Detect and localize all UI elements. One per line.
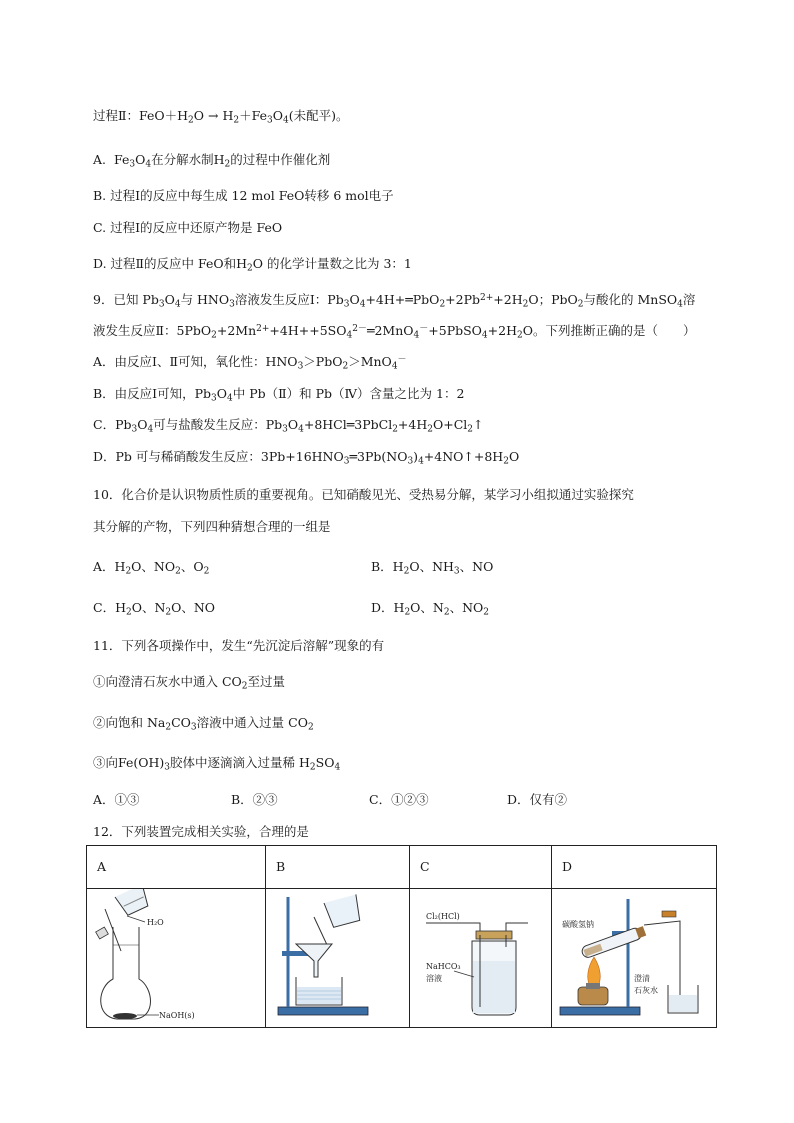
header-c: C bbox=[410, 846, 552, 889]
apparatus-c bbox=[410, 889, 552, 1028]
q9-stem-line1: 9．已知 $Pb_3O_4$与 $HNO_3$溶液发生反应Ⅰ：$Pb_3O_4+4H+═PbO_2+2Pb^{2+}+2H_2O$；PbO$_2$与酸化的 MnSO$_4$溶 bbox=[93, 292, 696, 310]
header-a: A bbox=[87, 846, 266, 889]
label-solution: 溶液 bbox=[426, 974, 442, 983]
q9-option-b: B．由反应Ⅰ可知，$Pb_3O_4$中 Pb（Ⅱ）和 Pb（Ⅳ）含量之比为 1：2 bbox=[93, 386, 465, 404]
q10-option-c: C．$H_2O$、$N_2O$、NO bbox=[93, 600, 216, 618]
q11-options bbox=[93, 790, 653, 808]
apparatus-d bbox=[552, 889, 717, 1028]
gas-washing-bottle-diagram bbox=[410, 889, 541, 1024]
q11-option-c: C．①②③ bbox=[369, 792, 429, 807]
volumetric-flask-diagram bbox=[87, 889, 265, 1024]
q10-option-b: B．$H_2O$、$NH_3$、NO bbox=[371, 559, 494, 577]
q11-option-a: A．①③ bbox=[93, 792, 140, 807]
q9-option-a: A．由反应Ⅰ、Ⅱ可知，氧化性：$HNO_3>PbO_2>MnO_4^-$ bbox=[93, 354, 407, 372]
q8-option-b: B. 过程Ⅰ的反应中每生成 12 mol FeO转移 6 mol电子 bbox=[93, 188, 394, 203]
q11-item-3: ③向$Fe(OH)_3$胶体中逐滴滴入过量稀 $H_2SO_4$ bbox=[93, 755, 341, 773]
q9-option-d: D．Pb 可与稀硝酸发生反应：$3Pb+16HNO_3═3Pb(NO_3)_4+4NO↑+8H_2O$ bbox=[93, 449, 520, 467]
label-clear: 澄清 bbox=[634, 974, 650, 983]
q12-stem: 12．下列装置完成相关实验，合理的是 bbox=[93, 824, 309, 839]
q10-stem-line1: 10．化合价是认识物质性质的重要视角。已知硝酸见光、受热易分解，某学习小组拟通过实验探究 bbox=[93, 487, 634, 502]
header-d: D bbox=[552, 846, 717, 889]
heating-bicarbonate-diagram bbox=[552, 889, 706, 1024]
process2-equation: 过程Ⅱ：$FeO+H_2O \to H_2+Fe_3O_4$(未配平)。 bbox=[93, 108, 349, 126]
q8-option-c: C. 过程Ⅰ的反应中还原产物是 FeO bbox=[93, 220, 283, 235]
q12-apparatus-table bbox=[86, 845, 717, 1028]
q11-item-1: ①向澄清石灰水中通入 $CO_2$至过量 bbox=[93, 674, 286, 692]
q11-item-2: ②向饱和 $Na_2CO_3$溶液中通入过量 $CO_2$ bbox=[93, 715, 314, 733]
filtration-diagram bbox=[266, 889, 399, 1024]
q11-option-d: D．仅有② bbox=[507, 792, 568, 807]
header-b: B bbox=[266, 846, 410, 889]
q9-stem-line2: 液发生反应Ⅱ：$5PbO_2+2Mn^{2+}+4H++5SO_4^{2-}═2MnO_4^-+5PbSO_4+2H_2O$。下列推断正确的是（ ） bbox=[93, 323, 696, 341]
q10-option-a: A．$H_2O$、$NO_2$、$O_2$ bbox=[93, 559, 210, 577]
apparatus-b bbox=[266, 889, 410, 1028]
label-cl2-hcl: Cl₂(HCl) bbox=[426, 912, 460, 921]
label-water: H₂O bbox=[147, 918, 164, 927]
q11-stem: 11．下列各项操作中，发生“先沉淀后溶解”现象的有 bbox=[93, 638, 385, 653]
q11-option-b: B．②③ bbox=[231, 792, 278, 807]
q8-option-a: A. $Fe_3O_4$在分解水制$H_2$的过程中作催化剂 bbox=[93, 152, 331, 170]
apparatus-a bbox=[87, 889, 266, 1028]
label-nahco3: NaHCO₃ bbox=[426, 962, 461, 971]
q10-option-d: D．$H_2O$、$N_2$、$NO_2$ bbox=[371, 600, 490, 618]
q9-option-c: C．$Pb_3O_4$可与盐酸发生反应：$Pb_3O_4+8HCl═3PbCl_2+4H_2O+Cl_2↑$ bbox=[93, 417, 484, 435]
q10-stem-line2: 其分解的产物，下列四种猜想合理的一组是 bbox=[93, 519, 331, 534]
label-lime-water: 石灰水 bbox=[634, 986, 658, 995]
label-sodium-bicarbonate: 碳酸氢钠 bbox=[562, 920, 594, 929]
q8-option-d: D. 过程Ⅱ的反应中 FeO和$H_2O$ 的化学计量数之比为 3：1 bbox=[93, 256, 412, 274]
label-naoh-solid: NaOH(s) bbox=[159, 1011, 195, 1020]
